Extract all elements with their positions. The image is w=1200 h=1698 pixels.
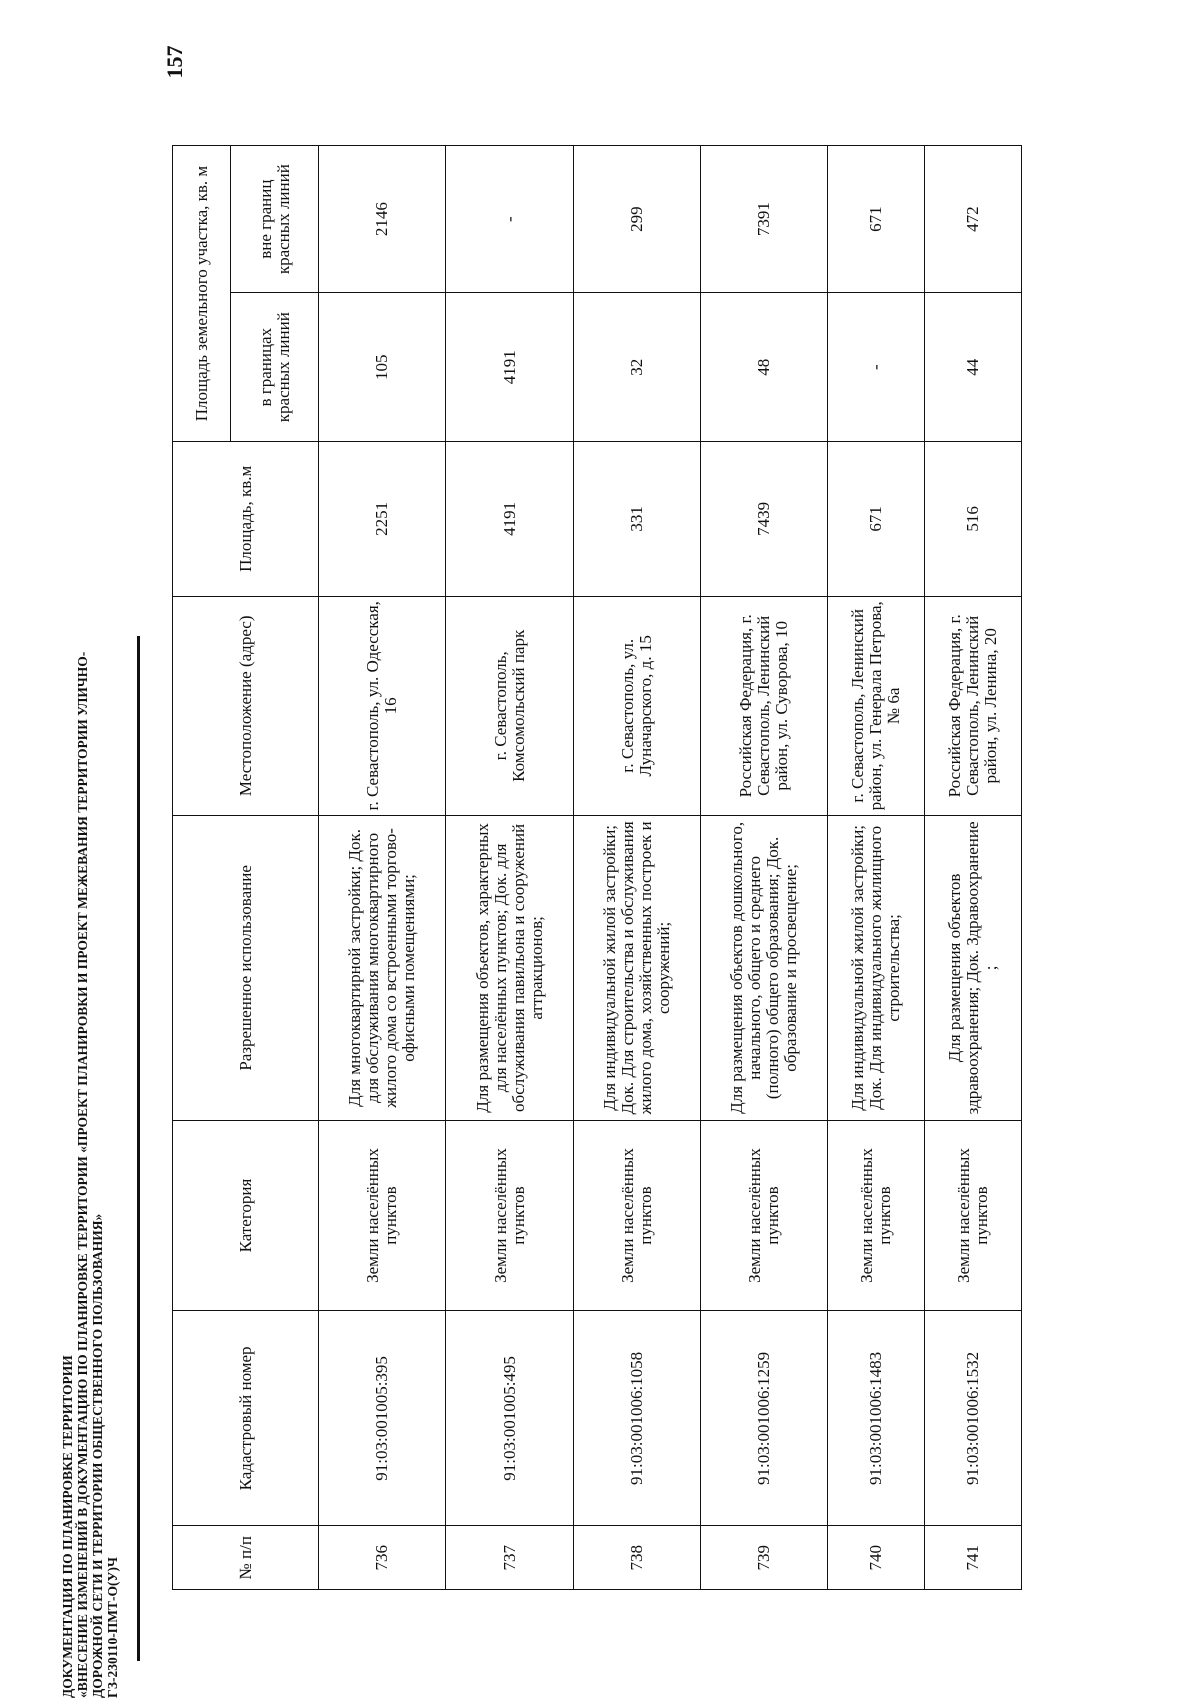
table-row (828, 146, 925, 1590)
cell-location: г. Севастополь, Ленинский район, ул. Генерала Петрова, № 6а (828, 596, 925, 815)
cell-outside: 472 (925, 146, 1022, 293)
table-row (925, 146, 1022, 1590)
table-row (446, 146, 573, 1590)
cell-num: 740 (828, 1526, 925, 1590)
cell-cadastral: 91:03:001006:1259 (701, 1311, 828, 1526)
cell-area: 4191 (446, 442, 573, 597)
header-plot-area-group: Площадь земельного участка, кв. м (173, 146, 231, 442)
cell-inside: 48 (701, 293, 828, 442)
cell-num: 739 (701, 1526, 828, 1590)
cell-location: г. Севастополь, Комсомольский парк (446, 596, 573, 815)
cell-num: 741 (925, 1526, 1022, 1590)
cell-category: Земли населённых пунктов (925, 1120, 1022, 1311)
header-outside-red-lines: вне границ красных линий (231, 146, 319, 293)
cell-area: 2251 (319, 442, 446, 597)
header-usage: Разрешенное использование (173, 816, 319, 1121)
cell-outside: 7391 (701, 146, 828, 293)
page-number (162, 32, 186, 92)
header-inside-red-lines: в границах красных линий (231, 293, 319, 442)
cell-cadastral: 91:03:001006:1532 (925, 1311, 1022, 1526)
cell-usage: Для размещения объектов здравоохранения; Док. Здравоохранение ; (925, 816, 1022, 1121)
cell-location: г. Севастополь, ул. Луначарского, д. 15 (573, 596, 700, 815)
header-location: Местоположение (адрес) (173, 596, 319, 815)
cell-inside: 44 (925, 293, 1022, 442)
header-num: № п/п (173, 1526, 319, 1590)
table-header-row (173, 146, 231, 1590)
header-line-3: ДОРОЖНОЙ СЕТИ И ТЕРРИТОРИИ ОБЩЕСТВЕННОГО ПОЛЬЗОВАНИЯ» (90, 1213, 105, 1698)
cell-cadastral: 91:03:001006:1483 (828, 1311, 925, 1526)
cell-category: Земли населённых пунктов (701, 1120, 828, 1311)
cell-usage: Для индивидуальной жилой застройки; Док. Для индивидуального жилищного строительства; (828, 816, 925, 1121)
cell-num: 737 (446, 1526, 573, 1590)
header-category: Категория (173, 1120, 319, 1311)
table-row (701, 146, 828, 1590)
cell-area: 516 (925, 442, 1022, 597)
cell-usage: Для многоквартирной застройки; Док. для обслуживания многоквартирного жилого дома со встроенными торгово-офисными помещениями; (319, 816, 446, 1121)
cell-category: Земли населённых пунктов (319, 1120, 446, 1311)
header-underline (137, 636, 140, 1661)
header-line-4: ГЗ-230110-ПМТ-О(У)Ч (105, 1557, 120, 1698)
land-plots-table-container (172, 145, 1022, 1590)
cell-outside: - (446, 146, 573, 293)
cell-inside: - (828, 293, 925, 442)
cell-inside: 4191 (446, 293, 573, 442)
cell-usage: Для индивидуальной жилой застройки; Док. Для строительства и обслуживания жилого дома, хозяйственных построек и сооружений; (573, 816, 700, 1121)
cell-num: 736 (319, 1526, 446, 1590)
table-row (573, 146, 700, 1590)
cell-category: Земли населённых пунктов (446, 1120, 573, 1311)
header-line-1: ДОКУМЕНТАЦИЯ ПО ПЛАНИРОВКЕ ТЕРРИТОРИИ (60, 1355, 75, 1698)
header-cadastral: Кадастровый номер (173, 1311, 319, 1526)
document-header (60, 18, 140, 1698)
cell-usage: Для размещения объектов, характерных для населённых пунктов; Док. для обслуживания павильона и сооружений аттракционов; (446, 816, 573, 1121)
header-area: Площадь, кв.м (173, 442, 319, 597)
land-plots-table (172, 145, 1022, 1590)
cell-area: 7439 (701, 442, 828, 597)
cell-cadastral: 91:03:001006:1058 (573, 1311, 700, 1526)
cell-area: 331 (573, 442, 700, 597)
cell-outside: 2146 (319, 146, 446, 293)
cell-outside: 299 (573, 146, 700, 293)
cell-category: Земли населённых пунктов (573, 1120, 700, 1311)
header-line-2: «ВНЕСЕНИЕ ИЗМЕНЕНИЙ В ДОКУМЕНТАЦИЮ ПО ПЛАНИРОВКЕ ТЕРРИТОРИИ «ПРОЕКТ ПЛАНИРОВКИ И ПРОЕКТ МЕЖЕВАНИЯ ТЕРРИТОРИИ УЛИЧНО- (75, 651, 90, 1698)
cell-cadastral: 91:03:001005:495 (446, 1311, 573, 1526)
cell-cadastral: 91:03:001005:395 (319, 1311, 446, 1526)
table-row (319, 146, 446, 1590)
cell-inside: 32 (573, 293, 700, 442)
cell-usage: Для размещения объектов дошкольного, начального, общего и среднего (полного) общего образования; Док. образование и просвещение; (701, 816, 828, 1121)
cell-area: 671 (828, 442, 925, 597)
cell-location: г. Севастополь, ул. Одесская, 16 (319, 596, 446, 815)
cell-location: Российская Федерация, г. Севастополь, Ленинский район, ул. Ленина, 20 (925, 596, 1022, 815)
cell-outside: 671 (828, 146, 925, 293)
cell-num: 738 (573, 1526, 700, 1590)
cell-inside: 105 (319, 293, 446, 442)
cell-location: Российская Федерация, г. Севастополь, Ленинский район, ул. Суворова, 10 (701, 596, 828, 815)
page-number-text: 157 (162, 45, 187, 79)
cell-category: Земли населённых пунктов (828, 1120, 925, 1311)
